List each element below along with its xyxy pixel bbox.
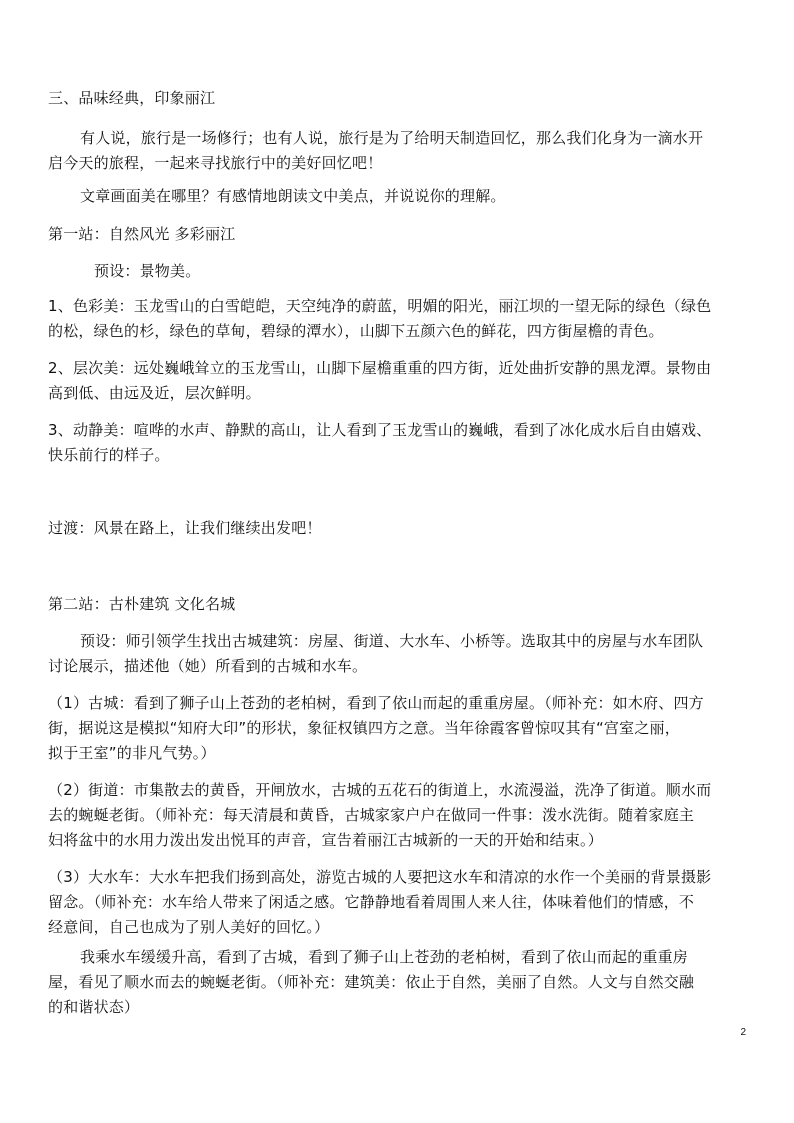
item3-line-2: 留念。（师补充：水车给人带来了闲适之感。它静静地看着周围人来人往，体味着他们的情感，不 xyxy=(48,893,695,911)
station1-preset: 预设：景物美。 xyxy=(94,262,201,280)
item2-line-2: 去的蜿蜒老街。（师补充：每天清晨和黄昏，古城家家户户在做同一件事：泼水洗街。随着家庭主 xyxy=(48,806,695,824)
item2-line-1: （2）街道：市集散去的黄昏，开闸放水，古城的五花石的街道上，水流漫溢，洗净了街道。顺水而 xyxy=(48,781,712,799)
motion-beauty-line-1: 3、动静美：喧哗的水声、静默的高山，让人看到了玉龙雪山的巍峨，看到了冰化成水后自由嬉戏、 xyxy=(48,421,712,439)
station2-title: 第二站：古朴建筑 文化名城 xyxy=(48,595,236,613)
layer-beauty-line-1: 2、层次美：远处巍峨耸立的玉龙雪山，山脚下屋檐重重的四方街，近处曲折安静的黑龙潭。景物由 xyxy=(48,359,712,377)
layer-beauty-line-2: 高到低、由远及近，层次鲜明。 xyxy=(48,384,261,402)
intro-line-1: 有人说，旅行是一场修行；也有人说，旅行是为了给明天制造回忆，那么我们化身为一滴水开 xyxy=(80,129,704,147)
motion-beauty-line-2: 快乐前行的样子。 xyxy=(48,446,170,464)
closing-line-3: 的和谐状态） xyxy=(48,998,140,1016)
closing-line-1: 我乘水车缓缓升高，看到了古城，看到了狮子山上苍劲的老柏树，看到了依山而起的重重房 xyxy=(80,948,689,966)
intro-line-2: 启今天的旅程，一起来寻找旅行中的美好回忆吧！ xyxy=(48,154,383,172)
item3-line-3: 经意间，自己也成为了别人美好的回忆。） xyxy=(48,918,330,936)
question: 文章画面美在哪里？有感情地朗读文中美点，并说说你的理解。 xyxy=(80,187,506,205)
item1-line-2: 街，据说这是模拟“知府大印”的形状，象征权镇四方之意。当年徐霞客曾惊叹其有“宫室之丽， xyxy=(48,719,680,737)
section-heading: 三、品味经典，印象丽江 xyxy=(48,89,216,107)
station2-preset-line-2: 讨论展示，描述他（她）所看到的古城和水车。 xyxy=(48,657,368,675)
station2-preset-line-1: 预设：师引领学生找出古城建筑：房屋、街道、大水车、小桥等。选取其中的房屋与水车团队 xyxy=(80,632,704,650)
station1-title: 第一站：自然风光 多彩丽江 xyxy=(48,225,236,243)
color-beauty-line-1: 1、色彩美：玉龙雪山的白雪皑皑，天空纯净的蔚蓝，明媚的阳光，丽江坝的一望无际的绿色（绿色 xyxy=(48,297,712,315)
closing-line-2: 屋，看见了顺水而去的蜿蜒老街。（师补充：建筑美：依止于自然，美丽了自然。人文与自然交融 xyxy=(48,973,695,991)
item3-line-1: （3）大水车：大水车把我们扬到高处，游览古城的人要把这水车和清凉的水作一个美丽的背景摄影 xyxy=(48,868,712,886)
transition: 过渡：风景在路上，让我们继续出发吧！ xyxy=(48,519,322,537)
item1-line-1: （1）古城：看到了狮子山上苍劲的老柏树，看到了依山而起的重重房屋。（师补充：如木府、四方 xyxy=(48,694,704,712)
color-beauty-line-2: 的松，绿色的杉，绿色的草甸，碧绿的潭水），山脚下五颜六色的鲜花，四方街屋檐的青色。 xyxy=(48,322,664,340)
page-number: 2 xyxy=(740,1027,746,1038)
item1-line-3: 拟于王室”的非凡气势。） xyxy=(48,744,216,762)
item2-line-3: 妇将盆中的水用力泼出发出悦耳的声音，宣告着丽江古城新的一天的开始和结束。） xyxy=(48,831,603,849)
